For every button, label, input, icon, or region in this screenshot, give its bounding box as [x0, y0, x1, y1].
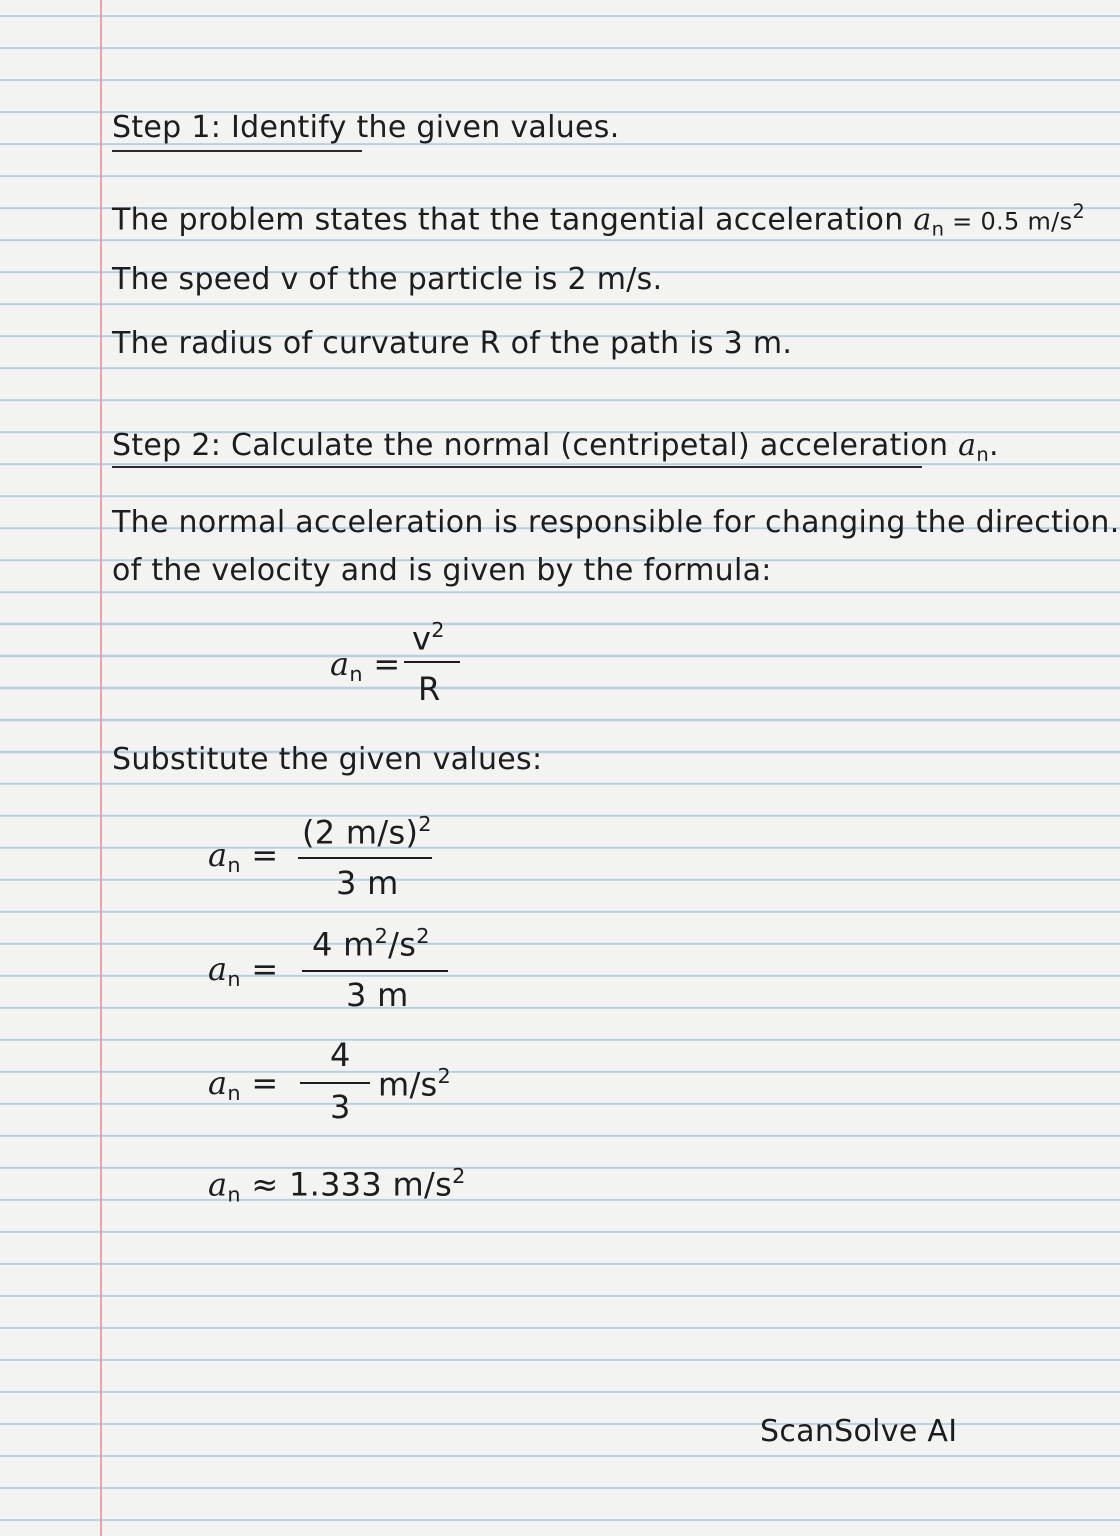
eq3-lhs-var: a — [208, 1064, 228, 1102]
eq2-equals: = — [251, 950, 279, 988]
eq2-numerator-a: 4 m — [312, 925, 375, 964]
red-margin-line — [100, 0, 102, 1536]
eq4-lhs-var: a — [208, 1165, 228, 1204]
eq2-denominator: 3 m — [346, 976, 409, 1014]
formula-numerator — [412, 618, 445, 657]
eq1-numerator-text: (2 m/s) — [302, 813, 419, 852]
substitute-label: Substitute the given values: — [112, 742, 543, 777]
step2-heading-underline — [112, 466, 922, 468]
eq2-numerator-b: /s — [388, 925, 417, 964]
eq1-lhs-var: a — [208, 836, 228, 874]
step2-heading-subscript: n — [976, 442, 989, 466]
eq3-lhs — [208, 1064, 278, 1105]
eq1-fraction-bar — [298, 857, 432, 859]
formula-equals: = — [373, 645, 401, 683]
step1-line1-text: The problem states that the tangential acceleration — [112, 202, 904, 238]
eq3-equals: = — [251, 1064, 279, 1102]
formula-numerator-exponent: 2 — [431, 618, 445, 642]
step2-heading-var: a — [958, 428, 977, 463]
eq3-denominator: 3 — [330, 1088, 351, 1126]
eq2-fraction-bar — [302, 970, 448, 972]
eq4-result — [208, 1164, 466, 1207]
eq4-value-exponent: 2 — [452, 1164, 466, 1188]
eq1-lhs-subscript: n — [227, 853, 241, 878]
step1-heading-underline — [112, 150, 362, 152]
formula-lhs-var: a — [330, 645, 350, 683]
step2-heading-period: . — [988, 428, 999, 463]
eq3-numerator: 4 — [330, 1036, 351, 1074]
eq1-numerator — [302, 812, 432, 851]
tangential-acceleration-value: = 0.5 m/s — [944, 207, 1073, 236]
eq1-denominator: 3 m — [336, 864, 399, 902]
eq3-fraction-bar — [300, 1082, 370, 1084]
eq1-numerator-exponent: 2 — [418, 812, 432, 836]
eq4-lhs-subscript: n — [227, 1182, 241, 1207]
eq4-approx-sign: ≈ — [251, 1165, 279, 1204]
step1-line3: The radius of curvature R of the path is 3 m. — [112, 326, 793, 361]
tangential-acceleration-var: a — [913, 202, 932, 238]
eq2-lhs — [208, 950, 278, 991]
formula-denominator: R — [418, 670, 441, 708]
eq1-equals: = — [251, 836, 279, 874]
eq2-numerator — [312, 924, 430, 963]
formula-numerator-var: v — [412, 619, 432, 658]
eq2-numerator-exp-a: 2 — [374, 924, 389, 948]
formula-lhs — [330, 645, 400, 686]
step1-line1 — [112, 200, 1085, 241]
eq3-unit-exponent: 2 — [437, 1064, 452, 1088]
eq4-value: 1.333 m/s — [288, 1165, 453, 1204]
eq2-lhs-var: a — [208, 950, 228, 988]
tangential-acceleration-exponent: 2 — [1072, 200, 1086, 223]
eq2-lhs-subscript: n — [227, 967, 241, 992]
eq3-lhs-subscript: n — [227, 1081, 241, 1106]
step1-heading: Step 1: Identify the given values. — [112, 110, 620, 145]
eq3-unit — [378, 1064, 451, 1103]
step1-line2: The speed v of the particle is 2 m/s. — [112, 262, 663, 297]
scansolve-footer: ScanSolve AI — [760, 1414, 958, 1449]
tangential-acceleration-subscript: n — [931, 217, 945, 241]
step2-heading — [112, 428, 999, 466]
formula-fraction-bar — [404, 661, 460, 663]
step2-para-line1: The normal acceleration is responsible for changing the direction. — [112, 505, 1120, 540]
formula-lhs-subscript: n — [349, 662, 363, 687]
eq2-numerator-exp-b: 2 — [416, 924, 430, 948]
step2-heading-text: Step 2: Calculate the normal (centripetal) acceleration — [112, 428, 949, 463]
eq3-unit-text: m/s — [378, 1065, 438, 1104]
step2-para-line2: of the velocity and is given by the formula: — [112, 553, 772, 588]
eq1-lhs — [208, 836, 278, 877]
